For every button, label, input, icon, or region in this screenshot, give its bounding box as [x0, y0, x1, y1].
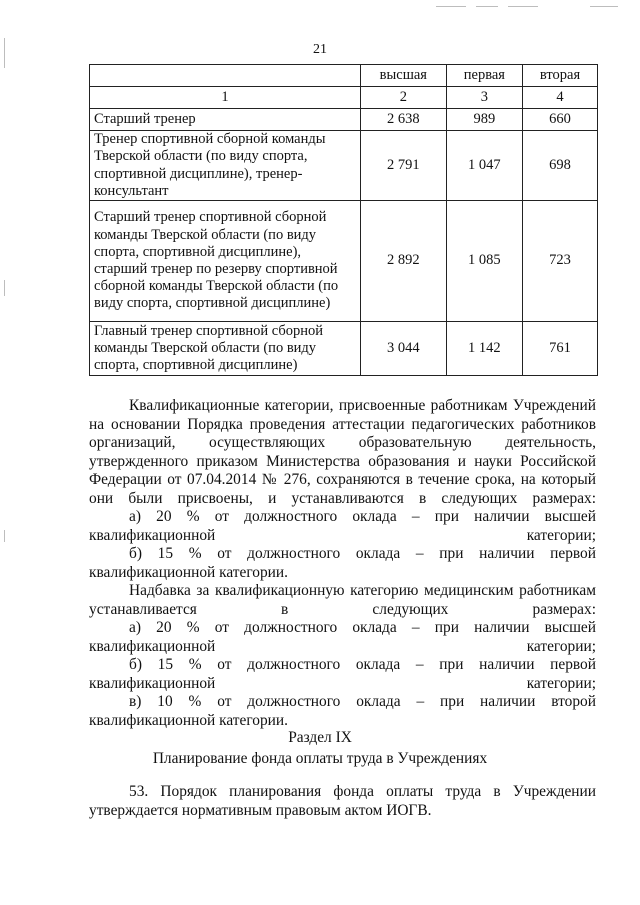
header-cell-second: вторая	[523, 65, 598, 87]
scan-mark-top-right-1	[436, 6, 466, 7]
scan-mark-top-right-2	[476, 6, 498, 7]
page-number: 21	[313, 42, 327, 57]
table-column-number-row	[90, 87, 598, 109]
table-row	[90, 201, 598, 322]
section-number: Раздел IX	[288, 729, 352, 746]
header-cell-first: первая	[446, 65, 522, 87]
paragraph-qualification-categories: Квалификационные категории, присвоенные работникам Учреждений на основании Порядка проведения аттестации педагогических работников организаций, осуществляющих образовательную деятельность, утвержденного приказом Министерства образования и науки Российской Федерации от 07.04.2014 № 276, сохраняются в течение срока, на который они были присвоены, и устанавливаются в следующих размерах:	[89, 397, 596, 507]
table-row	[90, 109, 598, 131]
paragraph-medical-bonus: Надбавка за квалификационную категорию медицинским работникам устанавливается в следующих размерах:	[89, 582, 596, 618]
scan-mark-top-right-3	[508, 6, 538, 7]
list-item-a-highest-medical: а) 20 % от должностного оклада – при наличии высшей квалификационной категории;	[89, 619, 596, 655]
header-cell-empty	[90, 65, 361, 87]
column-number-3: 3	[446, 87, 522, 109]
paragraph-53-block	[89, 783, 596, 820]
column-number-2: 2	[361, 87, 447, 109]
scan-mark-top-right-4	[590, 6, 618, 7]
column-number-1: 1	[90, 87, 361, 109]
position-name: Старший тренер спортивной сборной команды Тверской области (по виду спорта, спортивной дисциплине), старший тренер по резерву спортивной сборной команды Тверской области (по виду спорта, спортивной дисциплине)	[90, 201, 361, 322]
salary-highest: 2 791	[361, 131, 447, 201]
list-item-b-first: б) 15 % от должностного оклада – при наличии первой квалификационной категории.	[89, 545, 596, 581]
column-number-4: 4	[523, 87, 598, 109]
salary-first: 1 142	[446, 322, 522, 376]
table-header-row	[90, 65, 598, 87]
salary-second: 761	[523, 322, 598, 376]
salary-highest: 3 044	[361, 322, 447, 376]
header-cell-highest: высшая	[361, 65, 447, 87]
position-name: Главный тренер спортивной сборной команды Тверской области (по виду спорта, спортивной дисциплине)	[90, 322, 361, 376]
list-item-v-second-medical: в) 10 % от должностного оклада – при наличии второй квалификационной категории.	[89, 693, 596, 729]
salary-first: 1 085	[446, 201, 522, 322]
list-item-b-first-medical: б) 15 % от должностного оклада – при наличии первой квалификационной категории;	[89, 656, 596, 692]
salary-highest: 2 892	[361, 201, 447, 322]
table-row	[90, 322, 598, 376]
salary-first: 989	[446, 109, 522, 131]
salary-second: 723	[523, 201, 598, 322]
position-name: Тренер спортивной сборной команды Тверской области (по виду спорта, спортивной дисциплине), тренер-консультант	[90, 131, 361, 201]
position-name: Старший тренер	[90, 109, 361, 131]
scan-mark-left-2	[4, 280, 5, 296]
salary-table	[89, 64, 598, 376]
list-item-a-highest: а) 20 % от должностного оклада – при наличии высшей квалификационной категории;	[89, 508, 596, 544]
scan-mark-left-3	[4, 530, 5, 542]
table-row	[90, 131, 598, 201]
salary-first: 1 047	[446, 131, 522, 201]
salary-second: 698	[523, 131, 598, 201]
salary-second: 660	[523, 109, 598, 131]
section-title: Планирование фонда оплаты труда в Учреждениях	[152, 750, 488, 767]
salary-highest: 2 638	[361, 109, 447, 131]
qualification-text-block	[89, 397, 596, 730]
paragraph-53: 53. Порядок планирования фонда оплаты труда в Учреждении утверждается нормативным правовым актом ИОГВ.	[89, 783, 596, 819]
